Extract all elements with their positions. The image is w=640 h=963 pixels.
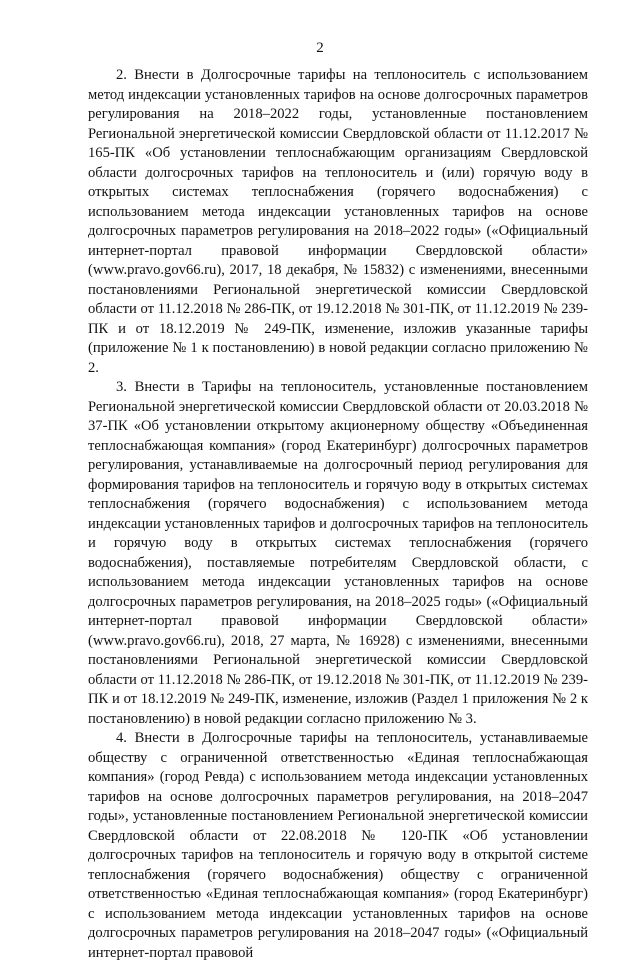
paragraph-item-3: 3. Внести в Тарифы на теплоноситель, установленные постановлением Региональной энергетической комиссии Свердловской области от 20.03.2018 № 37-ПК «Об установлении открытому акционерному обществу «Объединенная теплоснабжающая компания» (город Екатеринбург) долгосрочных параметров регулирования, устанавливаемые на долгосрочный период регулирования для формирования тарифов на теплоноситель и горячую воду в открытых системах теплоснабжения (горячего водоснабжения) с использованием метода индексации установленных тарифов и долгосрочных тарифов на теплоноситель и горячую воду в открытых системах теплоснабжения (горячего водоснабжения), поставляемые потребителям Свердловской области, с использованием метода индексации установленных тарифов на основе долгосрочных параметров регулирования, на 2018–2025 годы» («Официальный интернет-портал правовой информации Свердловской области» (www.pravo.gov66.ru), 2018, 27 марта, № 16928) с изменениями, внесенными постановлениями Региональной энергетической комиссии Свердловской области от 11.12.2018 № 286-ПК, от 19.12.2018 № 301-ПК, от 11.12.2019 № 239-ПК и от 18.12.2019 № 249-ПК, изменение, изложив (Раздел 1 приложения № 2 к постановлению) в новой редакции согласно приложению № 3. (88, 379, 588, 727)
paragraph-item-4: 4. Внести в Долгосрочные тарифы на теплоноситель, устанавливаемые обществу с ограниченной ответственностью «Единая теплоснабжающая компания» (город Ревда) с использованием метода индексации установленных тарифов на основе долгосрочных параметров регулирования, на 2018–2047 годы», установленные постановлением Региональной энергетической комиссии Свердловской области от 22.08.2018 № 120-ПК «Об установлении долгосрочных тарифов на теплоноситель и горячую воду в открытой системе теплоснабжения (горячего водоснабжения) обществу с ограниченной ответственностью «Единая теплоснабжающая компания» (город Екатеринбург) с использованием метода индексации установленных тарифов на основе долгосрочных параметров регулирования на 2018–2047 годы» («Официальный интернет-портал правовой (88, 730, 588, 961)
document-body (88, 66, 588, 963)
paragraph-item-2: 2. Внести в Долгосрочные тарифы на теплоноситель с использованием метод индексации установленных тарифов на основе долгосрочных параметров регулирования на 2018–2022 годы, установленные постановлением Региональной энергетической комиссии Свердловской области от 11.12.2017 № 165-ПК «Об установлении теплоснабжающим организациям Свердловской области долгосрочных тарифов на теплоноситель и (или) горячую воду в открытых системах теплоснабжения (горячего водоснабжения) с использованием метода индексации установленных тарифов на основе долгосрочных параметров регулирования на 2018–2022 годы» («Официальный интернет-портал правовой информации Свердловской области» (www.pravo.gov66.ru), 2017, 18 декабря, № 15832) с изменениями, внесенными постановлениями Региональной энергетической комиссии Свердловской области от 11.12.2018 № 286-ПК, от 19.12.2018 № 301-ПК, от 11.12.2019 № 239-ПК и от 18.12.2019 № 249-ПК, изменение, изложив указанные тарифы (приложение № 1 к постановлению) в новой редакции согласно приложению № 2. (88, 67, 588, 376)
page-number: 2 (316, 40, 324, 56)
